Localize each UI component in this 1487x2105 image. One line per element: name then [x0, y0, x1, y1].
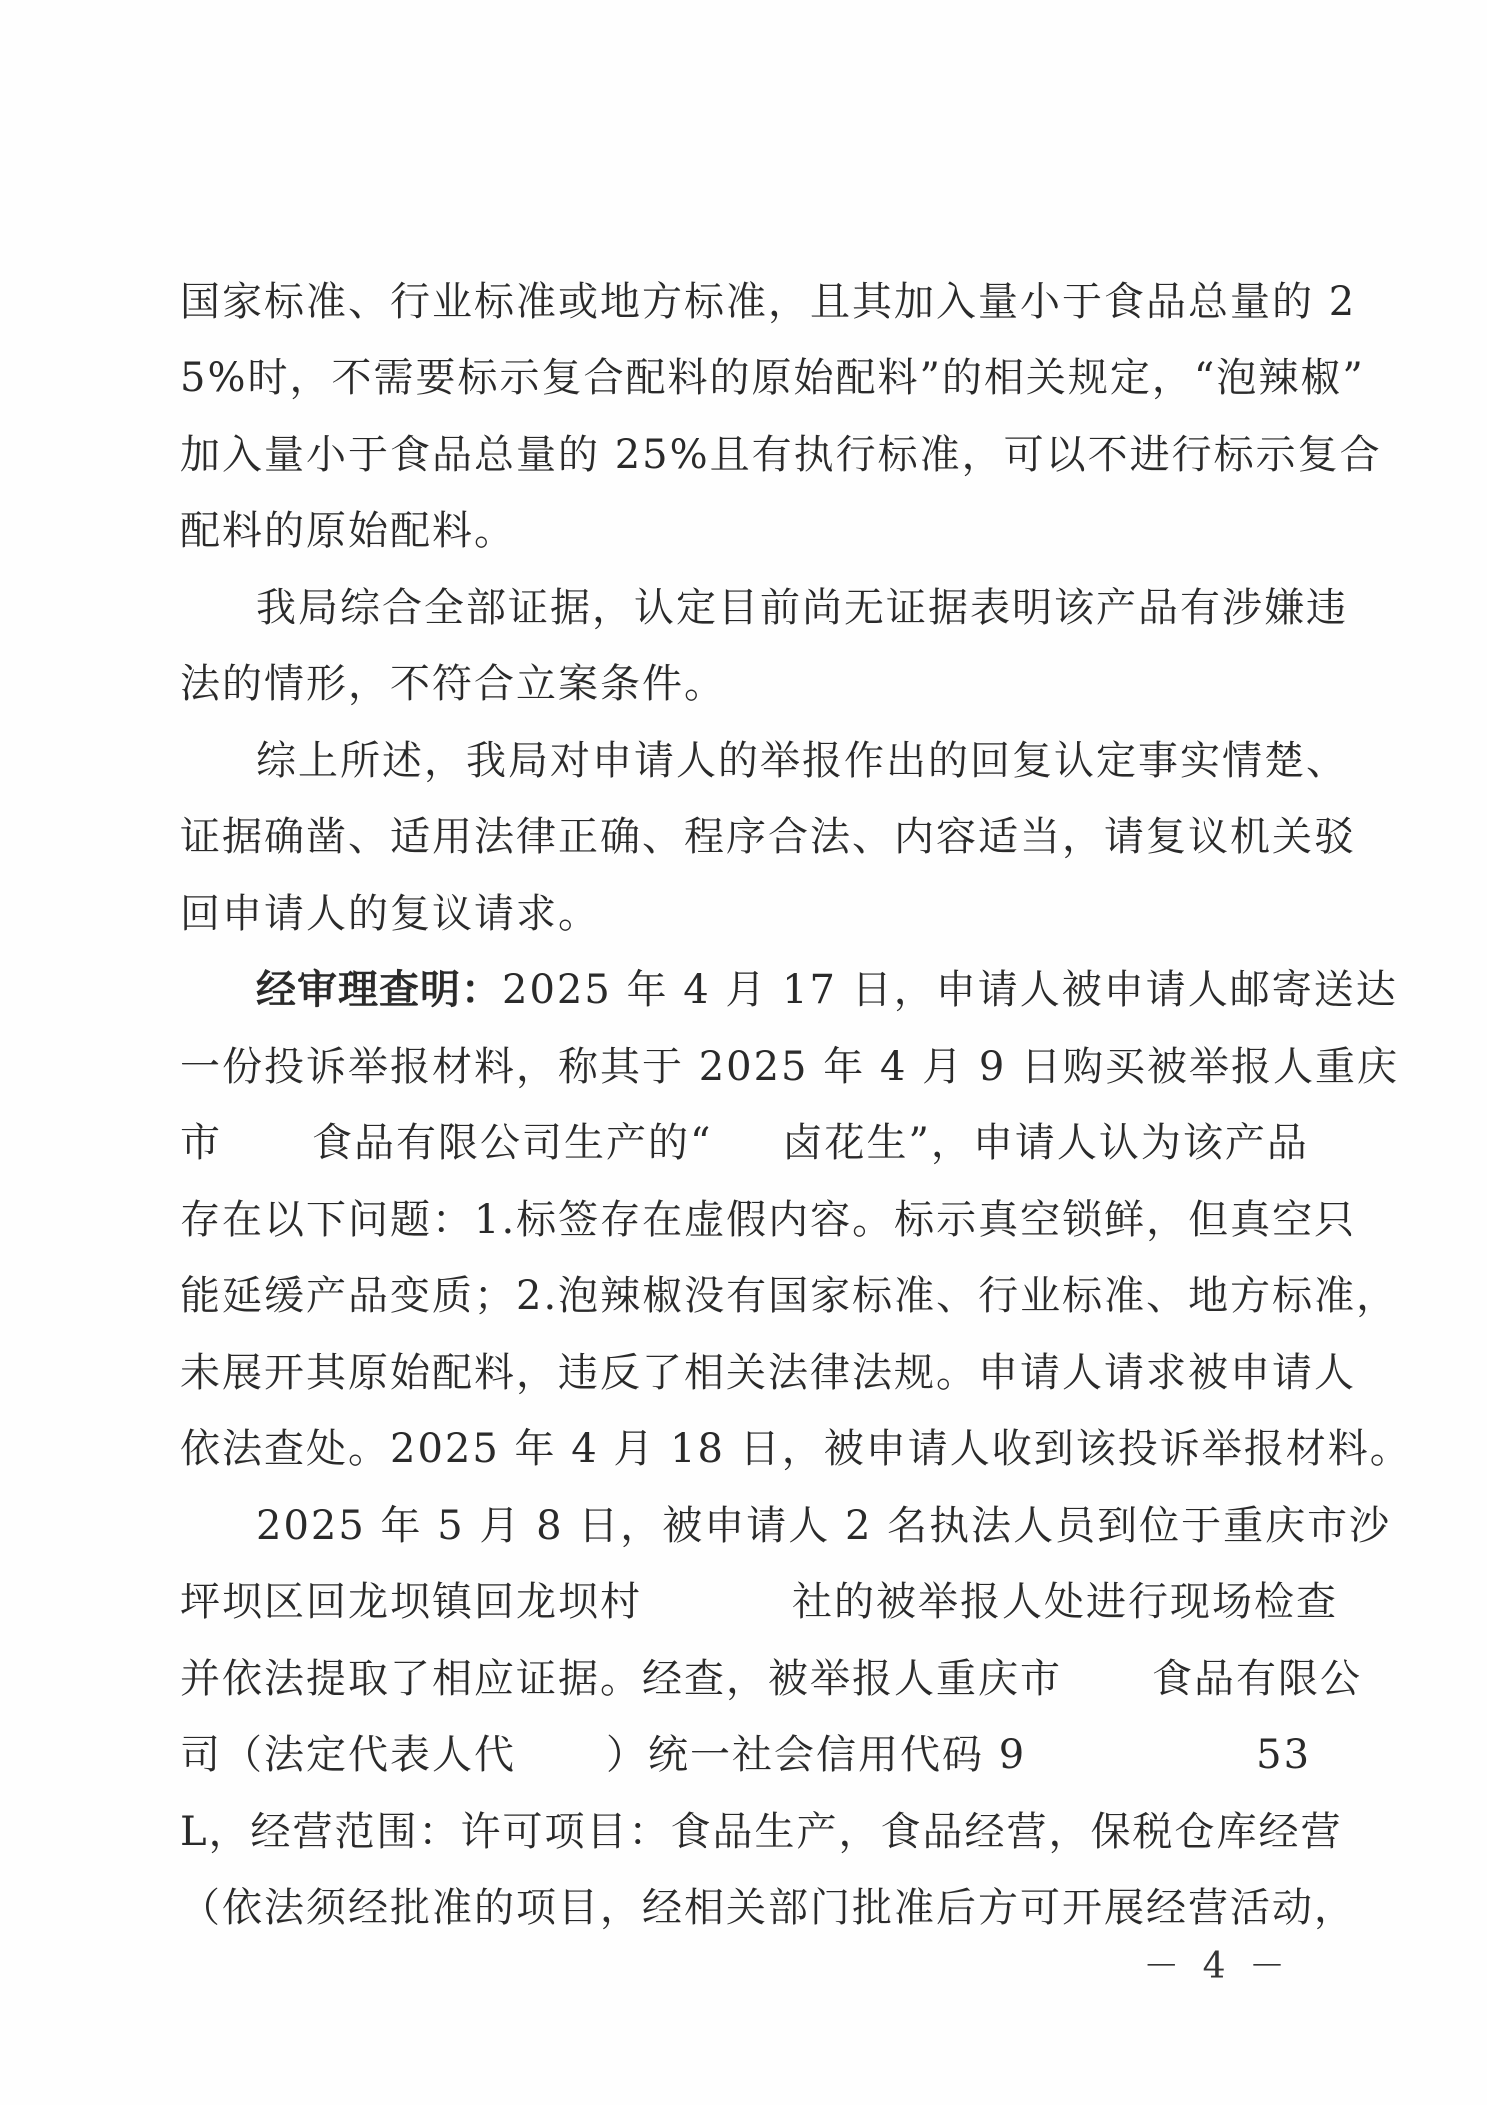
paragraph-5-line-2-part-a: 坪坝区回龙坝镇回龙坝村 — [180, 1579, 642, 1625]
findings-heading: 经审理查明： — [256, 967, 502, 1013]
paragraph-4-line-3-part-a: 市 — [180, 1120, 222, 1166]
paragraph-4-line-3 — [180, 1119, 1309, 1167]
paragraph-3-line-2: 证据确凿、适用法律正确、程序合法、内容适当，请复议机关驳 — [180, 814, 1356, 860]
paragraph-4-line-4: 存在以下问题：1.标签存在虚假内容。标示真空锁鲜，但真空只 — [180, 1197, 1357, 1243]
paragraph-4-line-6: 未展开其原始配料，违反了相关法律法规。申请人请求被申请人 — [180, 1350, 1356, 1396]
paragraph-1-line-4: 配料的原始配料。 — [180, 508, 516, 554]
paragraph-5-line-5: L，经营范围：许可项目：食品生产，食品经营，保税仓库经营 — [180, 1809, 1343, 1855]
paragraph-5-line-2-part-b: 社的被举报人处进行现场检查 — [792, 1579, 1338, 1625]
paragraph-4-line-7: 依法查处。2025 年 4 月 18 日，被申请人收到该投诉举报材料。 — [180, 1426, 1412, 1472]
paragraph-4-line-2: 一份投诉举报材料，称其于 2025 年 4 月 9 日购买被举报人重庆 — [180, 1044, 1399, 1090]
paragraph-1-line-1: 国家标准、行业标准或地方标准，且其加入量小于食品总量的 2 — [180, 279, 1357, 325]
paragraph-5-line-2 — [180, 1578, 1338, 1626]
paragraph-5-line-4-part-b: ）统一社会信用代码 9 — [606, 1732, 1027, 1778]
paragraph-5-line-3-part-b: 食品有限公 — [1152, 1656, 1362, 1702]
paragraph-4-line-3-part-b: 食品有限公司生产的“ — [312, 1120, 713, 1166]
page-number: － 4 － — [1143, 1946, 1291, 1987]
paragraph-4-line-3-part-c: 卤花生”，申请人认为该产品 — [782, 1120, 1309, 1166]
paragraph-5-line-1: 2025 年 5 月 8 日，被申请人 2 名执法人员到位于重庆市沙 — [256, 1503, 1392, 1549]
paragraph-5-line-4 — [180, 1731, 1312, 1779]
paragraph-1-line-2: 5%时，不需要标示复合配料的原始配料”的相关规定，“泡辣椒” — [180, 355, 1365, 401]
paragraph-1-line-3: 加入量小于食品总量的 25%且有执行标准，可以不进行标示复合 — [180, 432, 1382, 478]
paragraph-3-line-3: 回申请人的复议请求。 — [180, 891, 600, 937]
paragraph-5-line-3 — [180, 1655, 1362, 1703]
paragraph-4-line-1-text: 2025 年 4 月 17 日，申请人被申请人邮寄送达 — [502, 967, 1398, 1013]
paragraph-3-line-1: 综上所述，我局对申请人的举报作出的回复认定事实情楚、 — [256, 738, 1348, 784]
paragraph-5-line-3-part-a: 并依法提取了相应证据。经查，被举报人重庆市 — [180, 1656, 1062, 1702]
paragraph-4-line-1 — [256, 966, 1398, 1014]
paragraph-2-line-2: 法的情形，不符合立案条件。 — [180, 661, 726, 707]
paragraph-2-line-1: 我局综合全部证据，认定目前尚无证据表明该产品有涉嫌违 — [256, 585, 1348, 631]
paragraph-5-line-6: （依法须经批准的项目，经相关部门批准后方可开展经营活动， — [180, 1885, 1356, 1931]
paragraph-4-line-5: 能延缓产品变质；2.泡辣椒没有国家标准、行业标准、地方标准， — [180, 1273, 1399, 1319]
paragraph-5-line-4-part-a: 司（法定代表人代 — [180, 1732, 516, 1778]
paragraph-5-line-4-part-c: 53 — [1256, 1732, 1312, 1778]
